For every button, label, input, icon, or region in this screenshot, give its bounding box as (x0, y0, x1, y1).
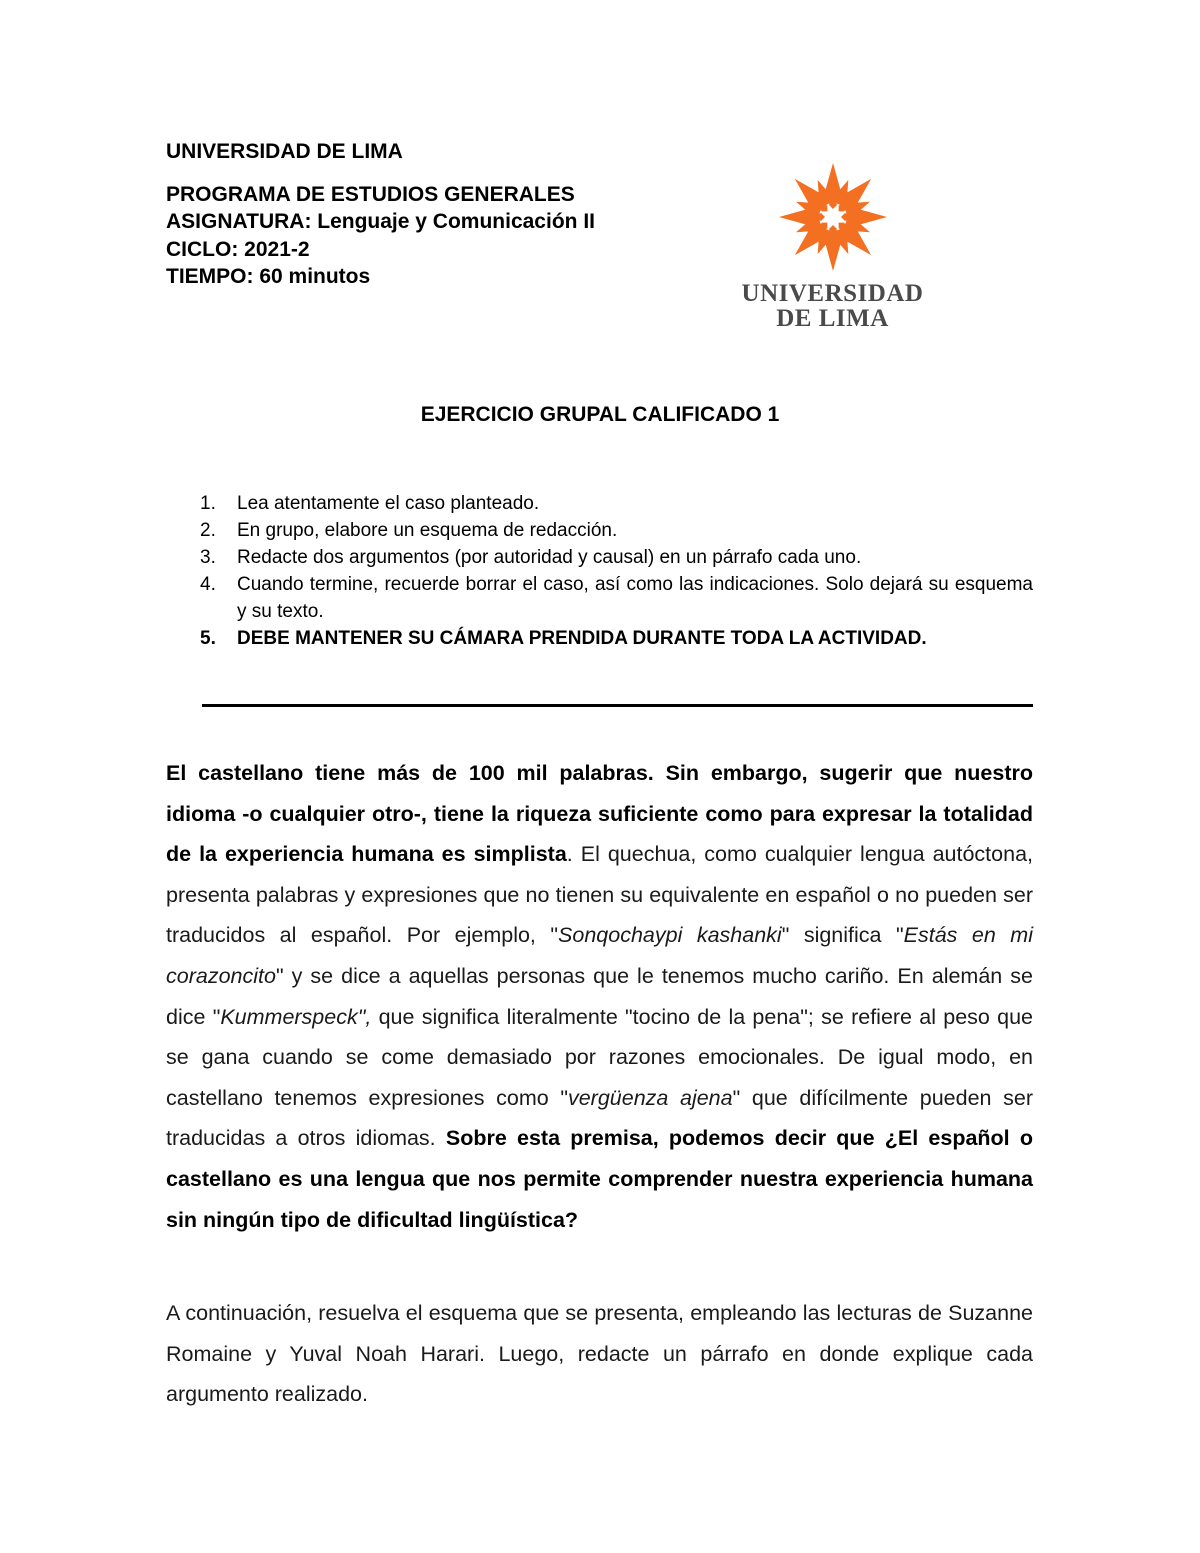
instruction-list (200, 490, 1033, 652)
case-text: . El quechua, como cualquier lengua autóctona, presenta palabras y expresiones que no tienen su equivalente en español o no pueden ser traducidos al español. Por ejemplo, " (166, 842, 1033, 948)
time-line: TIEMPO: 60 minutos (166, 265, 371, 288)
subject-line: ASIGNATURA: Lenguaje y Comunicación II (166, 210, 595, 233)
program-name: PROGRAMA DE ESTUDIOS GENERALES (166, 182, 575, 206)
instruction-item-camera (200, 625, 1033, 652)
instruction-text: En grupo, elabore un esquema de redacción. (237, 520, 618, 541)
closing-text: A continuación, resuelva el esquema que se presenta, empleando las lecturas de Suzanne Romaine y Yuval Noah Harari. Luego, redacte un párrafo en donde explique cada argumento realizado. (166, 1301, 1033, 1407)
instruction-number: 1. (200, 493, 216, 514)
header-block (166, 138, 595, 291)
instruction-item (200, 571, 1033, 625)
case-bold-question: Sobre esta premisa, podemos decir que ¿El español o castellano es una lengua que nos permite comprender nuestra experiencia humana sin ningún tipo de dificultad lingüística? (166, 1126, 1033, 1232)
instruction-item (200, 517, 1033, 544)
university-logo (735, 162, 930, 337)
logo-text-line2: DE LIMA (776, 305, 889, 332)
instruction-number: 4. (200, 574, 216, 595)
cycle-line: CICLO: 2021-2 (166, 237, 310, 261)
case-italic-term: vergüenza ajena (567, 1085, 733, 1110)
university-name: UNIVERSIDAD DE LIMA (166, 140, 403, 163)
instruction-number: 2. (200, 520, 216, 541)
case-text: " significa " (781, 923, 904, 948)
case-bold-intro: El castellano tiene más de 100 mil palabras. Sin embargo, sugerir que nuestro idioma -o cualquier otro-, tiene la riqueza suficiente como para expresar la totalidad de la experiencia humana es simplista (166, 761, 1033, 867)
instruction-number: 3. (200, 547, 216, 568)
exercise-title: EJERCICIO GRUPAL CALIFICADO 1 (420, 403, 780, 426)
case-text: " y se dice a aquellas personas que le tenemos mucho cariño. En alemán se dice " (166, 963, 1033, 1029)
instruction-text: Lea atentamente el caso planteado. (237, 493, 540, 514)
logo-text-line1: UNIVERSIDAD (741, 280, 924, 307)
closing-paragraph (166, 1293, 1033, 1415)
case-italic-term: Estás en mi corazoncito (166, 923, 1033, 988)
instruction-item (200, 490, 1033, 517)
horizontal-divider (202, 704, 1033, 707)
instruction-item (200, 544, 1033, 571)
instruction-text: Cuando termine, recuerde borrar el caso, así como las indicaciones. Solo dejará su esquema y su texto. (237, 574, 1033, 622)
star-flower-icon (773, 162, 893, 272)
instruction-text: DEBE MANTENER SU CÁMARA PRENDIDA DURANTE TODA LA ACTIVIDAD. (237, 628, 927, 649)
case-italic-term: Kummerspeck", (220, 1004, 372, 1029)
case-text: " que difícilmente pueden ser traducidas a otros idiomas. (166, 1085, 1034, 1151)
case-italic-term: Sonqochaypi kashanki (558, 923, 782, 948)
case-text: que significa literalmente "tocino de la pena"; se refiere al peso que se gana cuando se come demasiado por razones emocionales. De igual modo, en castellano tenemos expresiones como " (166, 1004, 1033, 1110)
case-paragraph (166, 753, 1033, 1240)
instruction-text: Redacte dos argumentos (por autoridad y causal) en un párrafo cada uno. (237, 547, 862, 568)
instruction-number: 5. (200, 628, 216, 649)
